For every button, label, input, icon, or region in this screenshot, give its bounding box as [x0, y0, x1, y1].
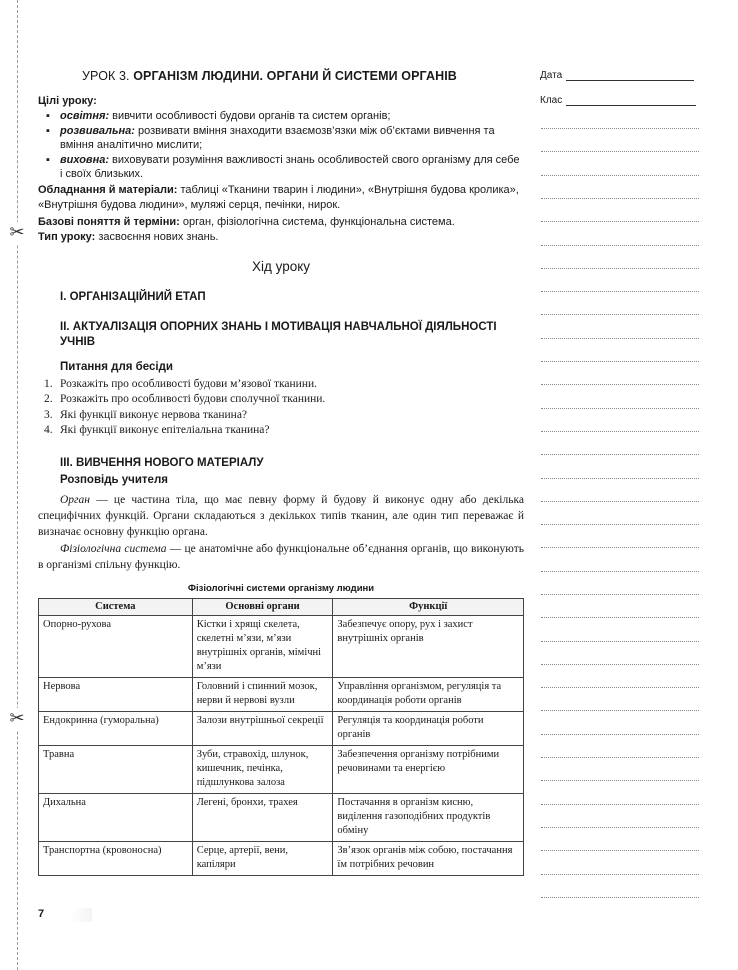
note-line[interactable]: [541, 804, 699, 805]
goal-text: розвивати вміння знаходити взаємозв’язки між об’єктами вивчення та вміння аналітично мислити;: [60, 124, 495, 151]
note-line[interactable]: [541, 245, 699, 246]
class-line[interactable]: [566, 95, 696, 106]
question-number: 3.: [44, 408, 53, 421]
list-item: [44, 392, 524, 407]
table-cell: Забезпечує опору, рух і захист внутрішніх органів: [333, 616, 524, 678]
note-line[interactable]: [541, 874, 699, 875]
table-cell: Кістки і хрящі скелета, скелетні м’язи, м’язи внутрішніх органів, мімічні м’язи: [192, 616, 333, 678]
table-row: [39, 794, 524, 842]
section-2-heading: ІІ. АКТУАЛІЗАЦІЯ ОПОРНИХ ЗНАНЬ І МОТИВАЦІЯ НАВЧАЛЬНОЇ ДІЯЛЬНОСТІ УЧНІВ: [60, 321, 497, 348]
note-line[interactable]: [541, 664, 699, 665]
question-number: 4.: [44, 423, 53, 436]
concepts: [38, 215, 524, 230]
question-text: Які функції виконує епітеліальна тканина?: [60, 423, 270, 436]
table-cell: Постачання в організм кисню, виділення газоподібних продуктів обміну: [333, 794, 524, 842]
note-line[interactable]: [541, 734, 699, 735]
date-line[interactable]: [566, 70, 694, 81]
note-line[interactable]: [541, 151, 699, 152]
goals-heading: Цілі уроку:: [38, 95, 97, 107]
questions-list: [44, 377, 524, 438]
lesson-type: [38, 230, 524, 245]
note-line[interactable]: [541, 547, 699, 548]
table-cell: Ендокринна (гуморальна): [39, 712, 193, 746]
table-cell: Головний і спинний мозок, нерви й нервові вузли: [192, 678, 333, 712]
note-line[interactable]: [541, 850, 699, 851]
goal-term: розвивальна:: [60, 124, 135, 137]
table-row: [39, 842, 524, 876]
equipment-term: Обладнання й матеріали:: [38, 184, 178, 196]
note-line[interactable]: [541, 687, 699, 688]
lesson-title-text: ОРГАНІЗМ ЛЮДИНИ. ОРГАНИ Й СИСТЕМИ ОРГАНІВ: [133, 69, 457, 83]
table-cell: Нервова: [39, 678, 193, 712]
list-item: [44, 408, 524, 423]
note-line[interactable]: [541, 454, 699, 455]
table-cell: Зв’язок органів між собою, постачання їм потрібних речовин: [333, 842, 524, 876]
system-definition: — це анатомічне або функціональне об’єднання органів, що виконують в організмі спільну функцію.: [38, 543, 524, 571]
note-line[interactable]: [541, 198, 699, 199]
scissors-icon: ✂: [6, 222, 28, 244]
table-cell: Серце, артерії, вени, капіляри: [192, 842, 333, 876]
section-1-heading: І. ОРГАНІЗАЦІЙНИЙ ЕТАП: [60, 291, 206, 303]
table-cell: Залози внутрішньої секреції: [192, 712, 333, 746]
goal-text: виховувати розуміння важливості знань особливостей свого організму для себе і своїх близьких.: [60, 153, 520, 180]
systems-table: [38, 598, 524, 876]
note-line[interactable]: [541, 128, 699, 129]
note-line[interactable]: [541, 617, 699, 618]
table-title: Фізіологічні системи організму людини: [187, 583, 375, 594]
note-line[interactable]: [541, 268, 699, 269]
goal-item: [46, 124, 524, 153]
date-label: Дата: [540, 70, 563, 81]
note-line[interactable]: [541, 780, 699, 781]
goal-item: [46, 109, 524, 124]
table-cell: Травна: [39, 746, 193, 794]
list-item: [44, 377, 524, 392]
column-header: Основні органи: [192, 599, 333, 616]
table-cell: Дихальна: [39, 794, 193, 842]
table-row: [39, 678, 524, 712]
note-line[interactable]: [541, 221, 699, 222]
note-line[interactable]: [541, 524, 699, 525]
note-line[interactable]: [541, 338, 699, 339]
equipment-text: таблиці «Тканини тварин і людини», «Внутрішня будова кролика», «Внутрішня будова людини», муляжі серця, печінки, нирок.: [38, 184, 519, 211]
concepts-text: орган, фізіологічна система, функціональна система.: [179, 216, 455, 228]
course-heading: Хід уроку: [251, 259, 311, 274]
system-term: Фізіологічна система: [60, 543, 167, 555]
goal-term: виховна:: [60, 153, 109, 166]
note-line[interactable]: [541, 897, 699, 898]
note-line[interactable]: [541, 384, 699, 385]
scissors-icon: ✂: [6, 708, 28, 730]
note-line[interactable]: [541, 641, 699, 642]
question-number: 1.: [44, 378, 53, 390]
lesson-type-term: Тип уроку:: [38, 231, 96, 243]
table-cell: Опорно-рухова: [39, 616, 193, 678]
question-text: Які функції виконує нервова тканина?: [60, 408, 248, 421]
question-text: Розкажіть про особливості будови сполучної тканини.: [60, 393, 326, 406]
table-cell: Транспортна (кровоносна): [39, 842, 193, 876]
questions-heading: Питання для бесіди: [60, 361, 173, 373]
note-line[interactable]: [541, 594, 699, 595]
note-line[interactable]: [541, 361, 699, 362]
teacher-story-heading: Розповідь учителя: [60, 474, 168, 486]
concepts-term: Базові поняття й терміни:: [38, 216, 180, 228]
goal-item: [46, 153, 524, 182]
question-number: 2.: [44, 393, 53, 406]
cut-line: [17, 0, 18, 970]
goal-term: освітня:: [60, 110, 110, 122]
table-cell: Управління організмом, регуляція та координація роботи органів: [333, 678, 524, 712]
note-line[interactable]: [541, 757, 699, 758]
class-field[interactable]: [540, 95, 696, 106]
lesson-type-text: засвоєння нових знань.: [95, 231, 219, 243]
column-header: Система: [39, 599, 193, 616]
date-field[interactable]: [540, 70, 694, 81]
note-line[interactable]: [541, 408, 699, 409]
note-line[interactable]: [541, 710, 699, 711]
note-line[interactable]: [541, 827, 699, 828]
table-row: [39, 746, 524, 794]
note-line[interactable]: [541, 314, 699, 315]
lesson-prefix: УРОК 3.: [82, 69, 134, 83]
list-item: [44, 423, 524, 438]
table-cell: Забезпечення організму потрібними речовинами та енергією: [333, 746, 524, 794]
note-line[interactable]: [541, 431, 699, 432]
table-cell: Зуби, стравохід, шлунок, кишечник, печінка, підшлункова залоза: [192, 746, 333, 794]
organ-term: Орган: [60, 494, 90, 506]
paragraph-organ: [38, 492, 524, 540]
table-header-row: [39, 599, 524, 616]
paragraph-system: [38, 541, 524, 573]
organ-definition: — це частина тіла, що має певну форму й будову й виконує одну або декілька специфічних функцій. Органи складаються з декількох типів тканин, але один тип переважає й визначає основну функцію органа.: [38, 494, 524, 538]
note-line[interactable]: [541, 571, 699, 572]
section-3-heading: ІІІ. ВИВЧЕННЯ НОВОГО МАТЕРІАЛУ: [60, 457, 264, 469]
table-row: [39, 616, 524, 678]
note-line[interactable]: [541, 175, 699, 176]
goals-list: [46, 109, 524, 182]
table-row: [39, 712, 524, 746]
class-label: Клас: [540, 95, 563, 106]
question-text: Розкажіть про особливості будови м’язової тканини.: [60, 378, 317, 390]
goal-text: вивчити особливості будови органів та систем органів;: [109, 110, 391, 122]
note-line[interactable]: [541, 291, 699, 292]
equipment: [38, 183, 524, 212]
note-line[interactable]: [541, 501, 699, 502]
page-number: 7: [38, 908, 92, 922]
note-line[interactable]: [541, 478, 699, 479]
column-header: Функції: [333, 599, 524, 616]
table-cell: Легені, бронхи, трахея: [192, 794, 333, 842]
table-cell: Регуляція та координація роботи органів: [333, 712, 524, 746]
lesson-title: [82, 69, 532, 83]
